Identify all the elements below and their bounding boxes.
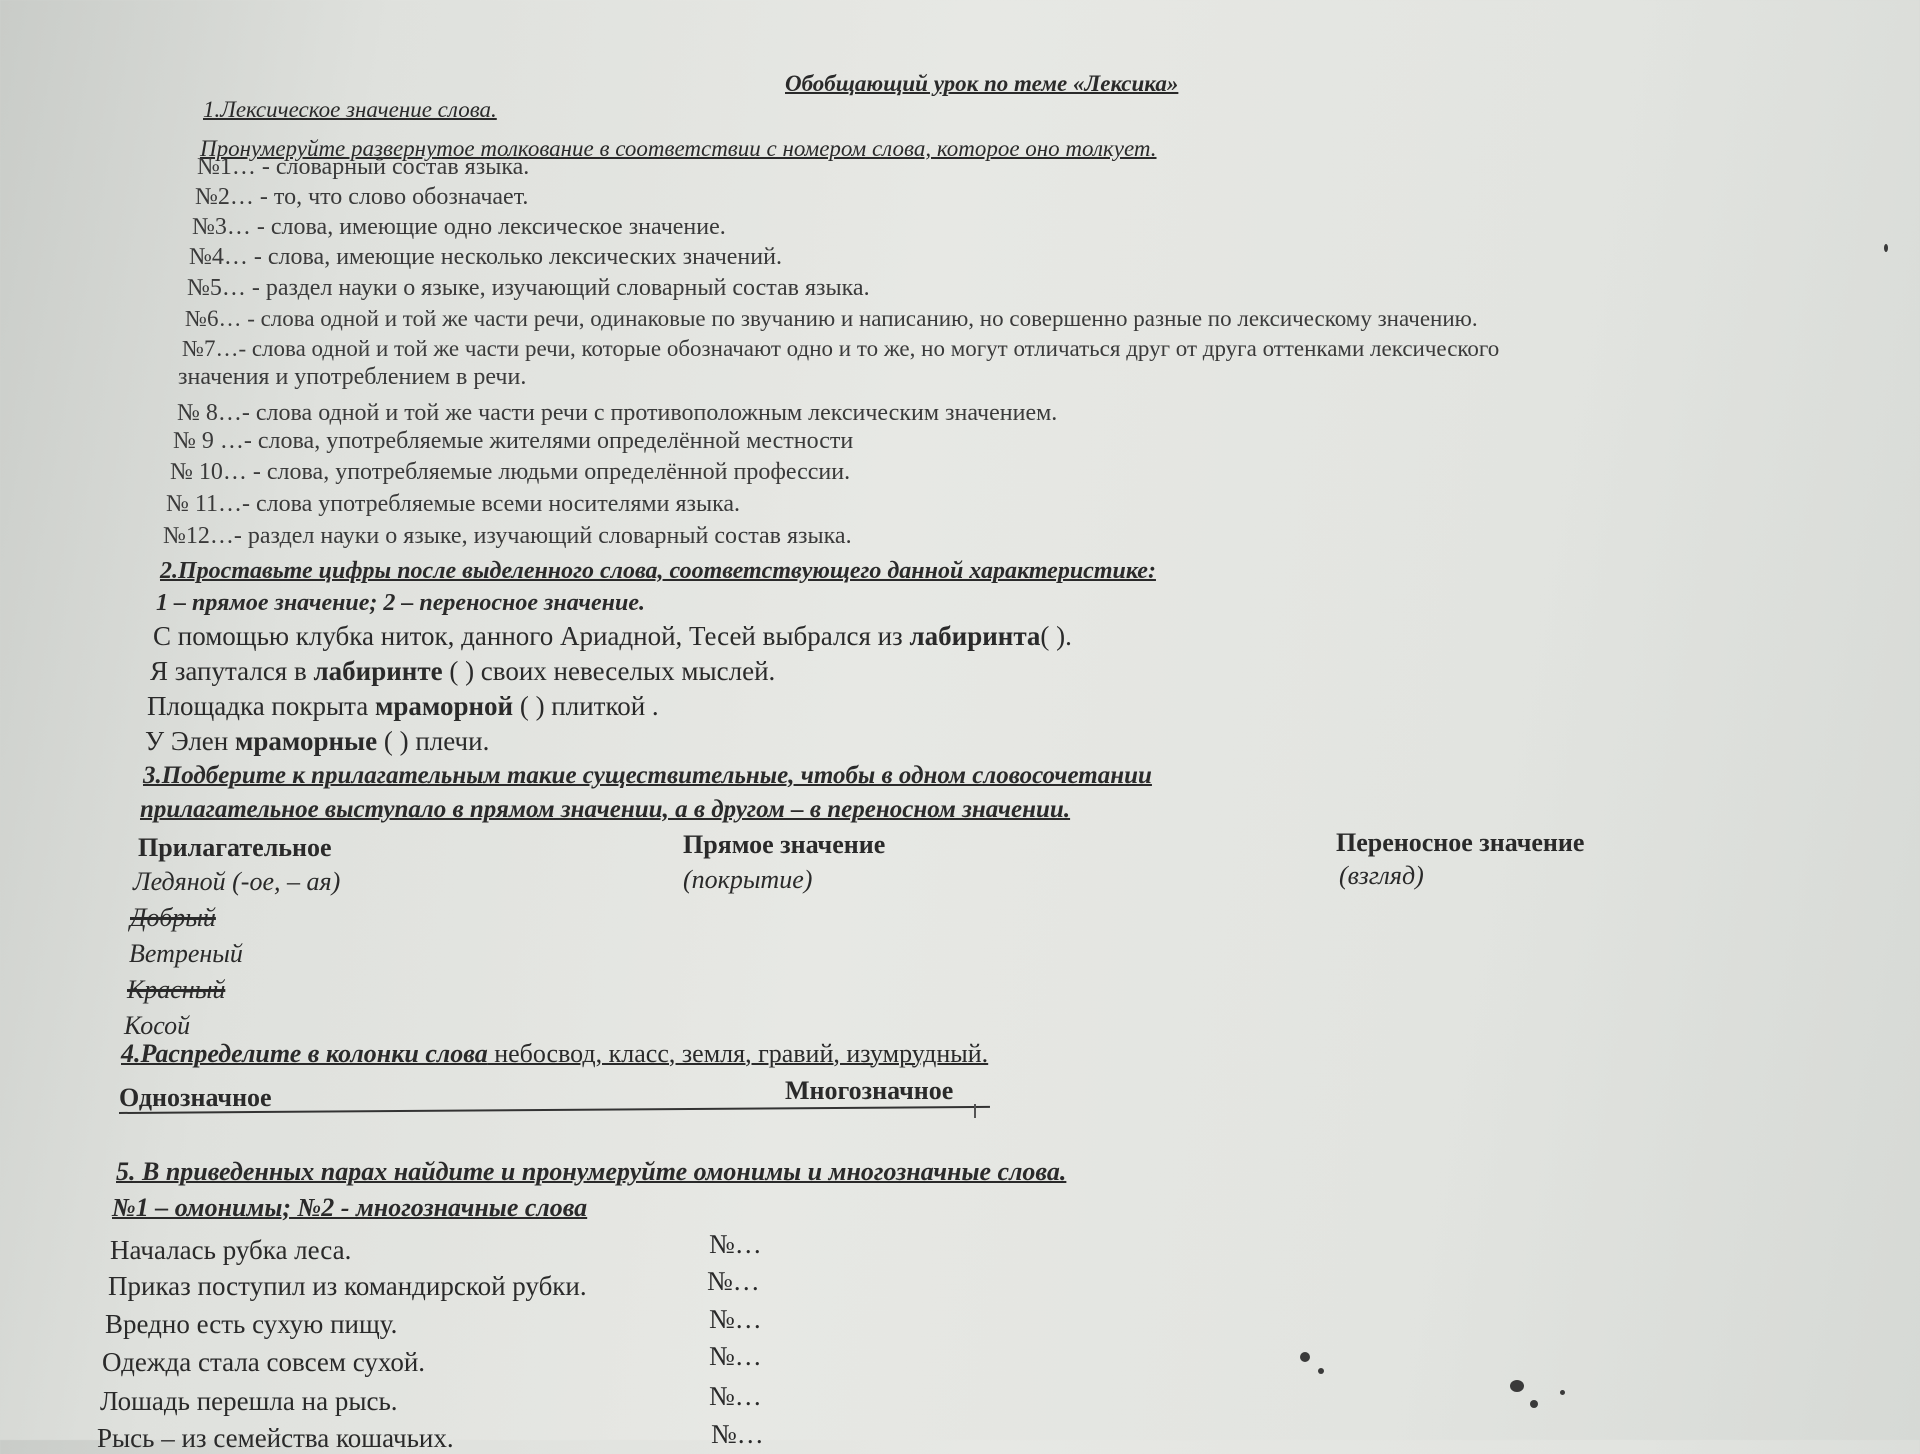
- s3-adjective-3: Ветреный: [129, 939, 243, 968]
- ink-speck: [1884, 244, 1888, 252]
- s5-pair-4-text: Одежда стала совсем сухой.: [102, 1347, 426, 1377]
- ink-speck: [1318, 1368, 1324, 1374]
- s1-item-7-cont: значения и употреблением в речи.: [178, 364, 527, 390]
- ink-speck: [1510, 1380, 1524, 1392]
- s1-item-7: №7…- слова одной и той же части речи, которые обозначают одно и то же, но могут отличаться друг от друга оттенками лексического: [182, 336, 1500, 361]
- s2-sentence-1-word: лабиринта: [909, 621, 1041, 651]
- section-2-legend: 1 – прямое значение; 2 – переносное значение.: [156, 590, 645, 616]
- s1-item-1: №1… - словарный состав языка.: [197, 154, 530, 180]
- s3-adjective-2: Добрый: [130, 903, 216, 932]
- s1-item-6: №6… - слова одной и той же части речи, одинаковые по звучанию и написанию, но совершенно разные по лексическому значению.: [185, 306, 1478, 331]
- s2-sentence-2: Я запутался в лабиринте ( ) своих невеселых мыслей.: [150, 656, 776, 686]
- ink-speck: [1530, 1400, 1538, 1408]
- section-3-heading-line-1: 3.Подберите к прилагательным такие существительные, чтобы в одном словосочетании: [143, 762, 1152, 789]
- s5-pair-1-text: Началась рубка леса.: [110, 1235, 352, 1265]
- s1-item-12: №12…- раздел науки о языке, изучающий словарный состав языка.: [163, 523, 852, 549]
- page-title: Обобщающий урок по теме «Лексика»: [785, 71, 1179, 96]
- s2-sentence-1: С помощью клубка ниток, данного Ариадной, Тесей выбрался из лабиринта( ).: [153, 621, 1072, 651]
- s3-direct-example: (покрытие): [683, 865, 813, 894]
- s5-pair-5-number: №…: [709, 1381, 762, 1411]
- s3-col-header-adjective: Прилагательное: [138, 833, 332, 862]
- s5-pair-4-number: №…: [709, 1341, 762, 1371]
- s4-tick-mark: [974, 1104, 976, 1118]
- s3-adjective-5: Косой: [124, 1011, 191, 1040]
- section-1-heading: 1.Лексическое значение слова.: [203, 97, 497, 122]
- section-3-heading-line-2: прилагательное выступало в прямом значении, а в другом – в переносном значении.: [140, 796, 1071, 823]
- s5-pair-6-text: Рысь – из семейства кошачьих.: [97, 1423, 454, 1453]
- s2-sentence-2-word: лабиринте: [313, 656, 443, 686]
- s1-item-10: № 10… - слова, употребляемые людьми определённой профессии.: [170, 459, 851, 485]
- ink-speck: [1300, 1352, 1310, 1362]
- ink-speck: [1560, 1390, 1565, 1395]
- s3-adjective-4: Красный: [127, 975, 226, 1004]
- s1-item-2: №2… - то, что слово обозначает.: [195, 184, 529, 210]
- s1-item-8: № 8…- слова одной и той же части речи с противоположным лексическим значением.: [177, 400, 1058, 426]
- section-2-heading: 2.Проставьте цифры после выделенного слова, соответствующего данной характеристике:: [160, 558, 1156, 584]
- s2-sentence-3-word: мраморной: [375, 691, 514, 721]
- s1-item-11: № 11…- слова употребляемые всеми носителями языка.: [166, 491, 741, 517]
- s4-col-multi-meaning: Многозначное: [785, 1076, 954, 1105]
- s3-figurative-example: (взгляд): [1339, 861, 1424, 890]
- s2-sentence-4: У Элен мраморные ( ) плечи.: [145, 726, 490, 756]
- s2-sentence-4-word: мраморные: [235, 726, 378, 756]
- s5-pair-2-number: №…: [707, 1266, 760, 1296]
- s5-pair-3-number: №…: [709, 1304, 762, 1334]
- section-1-instruction: Пронумеруйте развернутое толкование в соответствии с номером слова, которое оно толкует.: [200, 136, 1157, 161]
- s5-pair-2-text: Приказ поступил из командирской рубки.: [108, 1271, 587, 1301]
- s1-item-3: №3… - слова, имеющие одно лексическое значение.: [192, 214, 726, 240]
- s5-pair-3-text: Вредно есть сухую пищу.: [105, 1309, 398, 1339]
- s4-col-single-meaning: Однозначное: [119, 1083, 272, 1112]
- s1-item-9: № 9 …- слова, употребляемые жителями определённой местности: [173, 428, 854, 454]
- section-5-legend: №1 – омонимы; №2 - многозначные слова: [112, 1193, 588, 1222]
- section-5-heading: 5. В приведенных парах найдите и пронумеруйте омонимы и многозначные слова.: [116, 1157, 1067, 1186]
- s3-adjective-1: Ледяной (-ое, – ая): [133, 867, 341, 896]
- s1-item-5: №5… - раздел науки о языке, изучающий словарный состав языка.: [187, 275, 870, 301]
- section-4-heading: 4.Распределите в колонки слова небосвод, класс, земля, гравий, изумрудный.: [121, 1039, 989, 1068]
- s1-item-4: №4… - слова, имеющие несколько лексических значений.: [189, 244, 782, 270]
- s5-pair-5-text: Лошадь перешла на рысь.: [100, 1386, 398, 1416]
- s5-pair-6-number: №…: [711, 1419, 764, 1449]
- s5-pair-1-number: №…: [709, 1229, 762, 1259]
- s3-col-header-direct: Прямое значение: [683, 830, 886, 859]
- s3-col-header-figurative: Переносное значение: [1336, 828, 1585, 857]
- s2-sentence-3: Площадка покрыта мраморной ( ) плиткой .: [147, 691, 659, 721]
